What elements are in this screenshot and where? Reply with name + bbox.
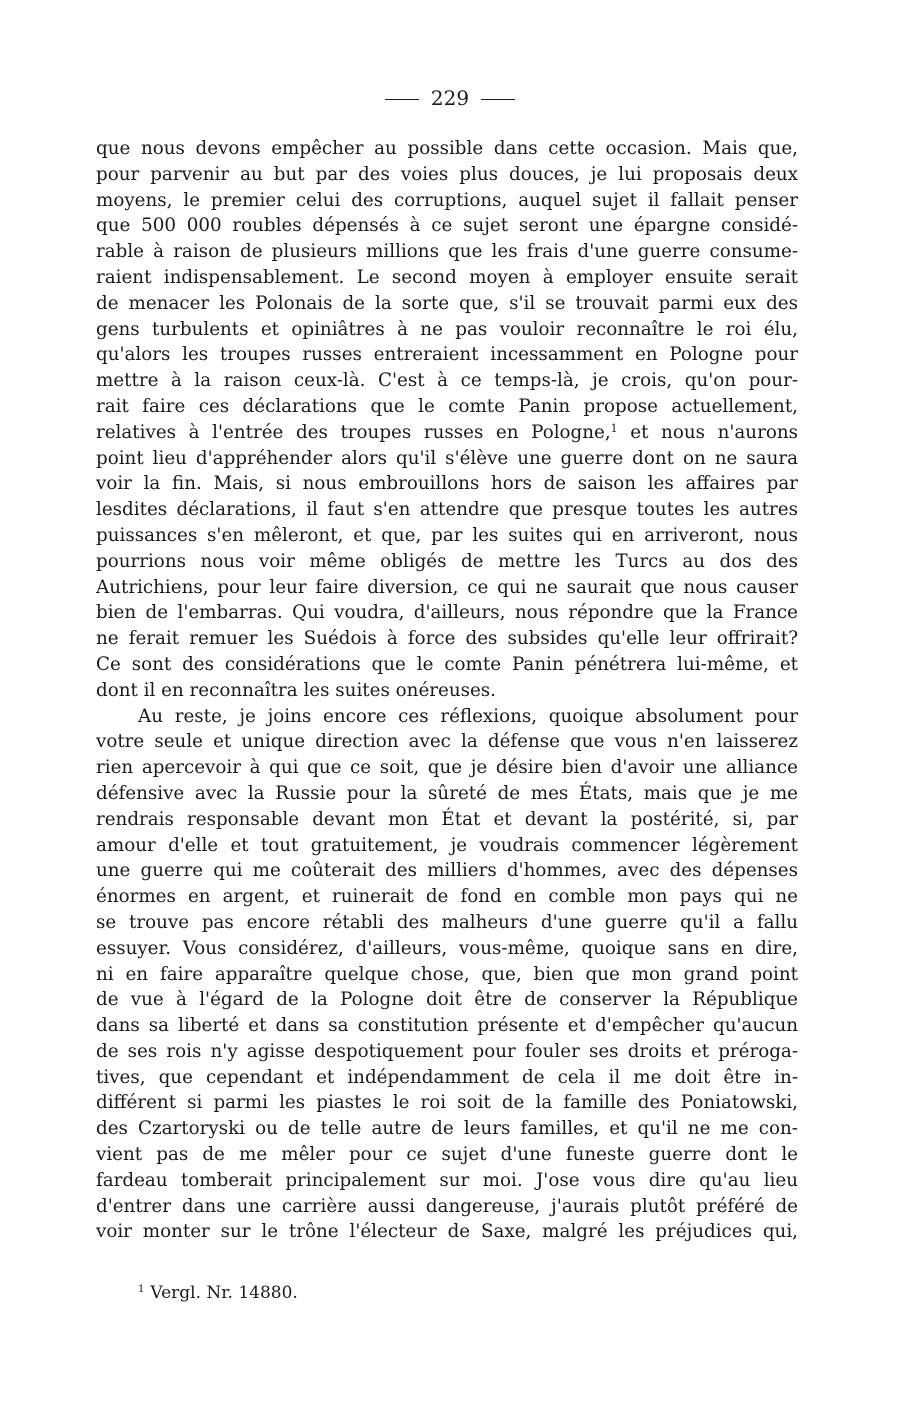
text-line: pourrions nous voir même obligés de mettre les Turcs au dos des: [96, 550, 798, 572]
text-line: de menacer les Polonais de la sorte que, s'il se trouvait parmi eux des: [96, 292, 798, 314]
text-line: pour parvenir au but par des voies plus douces, je lui proposais deux: [96, 163, 798, 185]
text-line: de vue à l'égard de la Pologne doit être de conserver la République: [96, 989, 798, 1011]
text-line: amour d'elle et tout gratuitement, je voudrais commencer légèrement: [96, 834, 798, 856]
text-fragment: relatives à l'entrée des troupes russes en Pologne,: [96, 421, 611, 443]
footnote-text: Vergl. Nr. 14880.: [150, 1283, 298, 1303]
text-line: voir la fin. Mais, si nous embrouillons hors de saison les affaires par: [96, 473, 798, 495]
text-line: Ce sont des considérations que le comte Panin pénétrera lui-même, et: [96, 653, 798, 675]
header-rule-left: [385, 99, 419, 100]
text-line: défensive avec la Russie pour la sûreté de mes États, mais que je me: [96, 782, 798, 804]
text-line: dans sa liberté et dans sa constitution présente et d'empêcher qu'aucun: [96, 1015, 798, 1037]
header-rule-right: [481, 99, 515, 100]
page-header: [0, 86, 900, 110]
text-line: point lieu d'appréhender alors qu'il s'élève une guerre dont on ne saura: [96, 447, 798, 469]
footnote-reference: 1: [610, 421, 618, 435]
text-fragment: et nous n'aurons: [617, 421, 798, 443]
text-line: de ses rois n'y agisse despotiquement pour fouler ses droits et préroga-: [96, 1040, 798, 1062]
text-line: ne ferait remuer les Suédois à force des subsides qu'elle leur offrirait?: [96, 628, 798, 650]
text-line: qu'alors les troupes russes entreraient incessamment en Pologne pour: [96, 344, 798, 366]
text-line: puissances s'en mêleront, et que, par les suites qui en arriveront, nous: [96, 524, 798, 546]
text-line: des Czartoryski ou de telle autre de leurs familles, et qu'il ne me con-: [96, 1118, 798, 1140]
text-line: Autrichiens, pour leur faire diversion, ce qui ne saurait que nous causer: [96, 576, 798, 598]
text-line: voir monter sur le trône l'électeur de Saxe, malgré les préjudices qui,: [96, 1221, 798, 1243]
text-line: se trouve pas encore rétabli des malheurs d'une guerre qu'il a fallu: [96, 911, 798, 933]
text-line: une guerre qui me coûterait des milliers d'hommes, avec des dépenses: [96, 860, 798, 882]
text-line: rien apercevoir à qui que ce soit, que je désire bien d'avoir une alliance: [96, 757, 798, 779]
text-line: énormes en argent, et ruinerait de fond en comble mon pays qui ne: [96, 886, 798, 908]
text-line-with-footnote-ref: [96, 420, 798, 446]
text-line: votre seule et unique direction avec la défense que vous n'en laisserez: [96, 731, 798, 753]
text-line: ni en faire apparaître quelque chose, que, bien que mon grand point: [96, 963, 798, 985]
text-line: bien de l'embarras. Qui voudra, d'ailleurs, nous répondre que la France: [96, 602, 798, 624]
text-line: moyens, le premier celui des corruptions, auquel sujet il fallait penser: [96, 189, 798, 211]
text-line: rendrais responsable devant mon État et devant la postérité, si, par: [96, 808, 798, 830]
text-line: que 500 000 roubles dépensés à ce sujet seront une épargne considé-: [96, 215, 798, 237]
text-line: vient pas de me mêler pour ce sujet d'une funeste guerre dont le: [96, 1144, 798, 1166]
text-line: rait faire ces déclarations que le comte Panin propose actuellement,: [96, 395, 798, 417]
text-line: rable à raison de plusieurs millions que les frais d'une guerre consume-: [96, 241, 798, 263]
paragraph-first-line: Au reste, je joins encore ces réflexions, quoique absolument pour: [138, 705, 798, 727]
text-line: différent si parmi les piastes le roi soit de la famille des Poniatowski,: [96, 1092, 798, 1114]
text-line: fardeau tomberait principalement sur moi. J'ose vous dire qu'au lieu: [96, 1169, 798, 1191]
body-text: [96, 136, 798, 1245]
text-line: mettre à la raison ceux-là. C'est à ce temps-là, je crois, qu'on pour-: [96, 370, 798, 392]
text-line: lesdites déclarations, il faut s'en attendre que presque toutes les autres: [96, 499, 798, 521]
footnote-mark: 1: [138, 1284, 145, 1295]
text-line: raient indispensablement. Le second moyen à employer ensuite serait: [96, 266, 798, 288]
footnote: [138, 1278, 298, 1305]
text-line: que nous devons empêcher au possible dans cette occasion. Mais que,: [96, 138, 798, 159]
page-number: 229: [430, 86, 470, 110]
paragraph-last-line: dont il en reconnaîtra les suites onéreuses.: [96, 679, 496, 701]
text-line: d'entrer dans une carrière aussi dangereuse, j'aurais plutôt préféré de: [96, 1195, 798, 1217]
text-line: tives, que cependant et indépendamment de cela il me doit être in-: [96, 1066, 798, 1088]
text-line: essuyer. Vous considérez, d'ailleurs, vous-même, quoique sans en dire,: [96, 937, 798, 959]
text-line: gens turbulents et opiniâtres à ne pas vouloir reconnaître le roi élu,: [96, 318, 798, 340]
